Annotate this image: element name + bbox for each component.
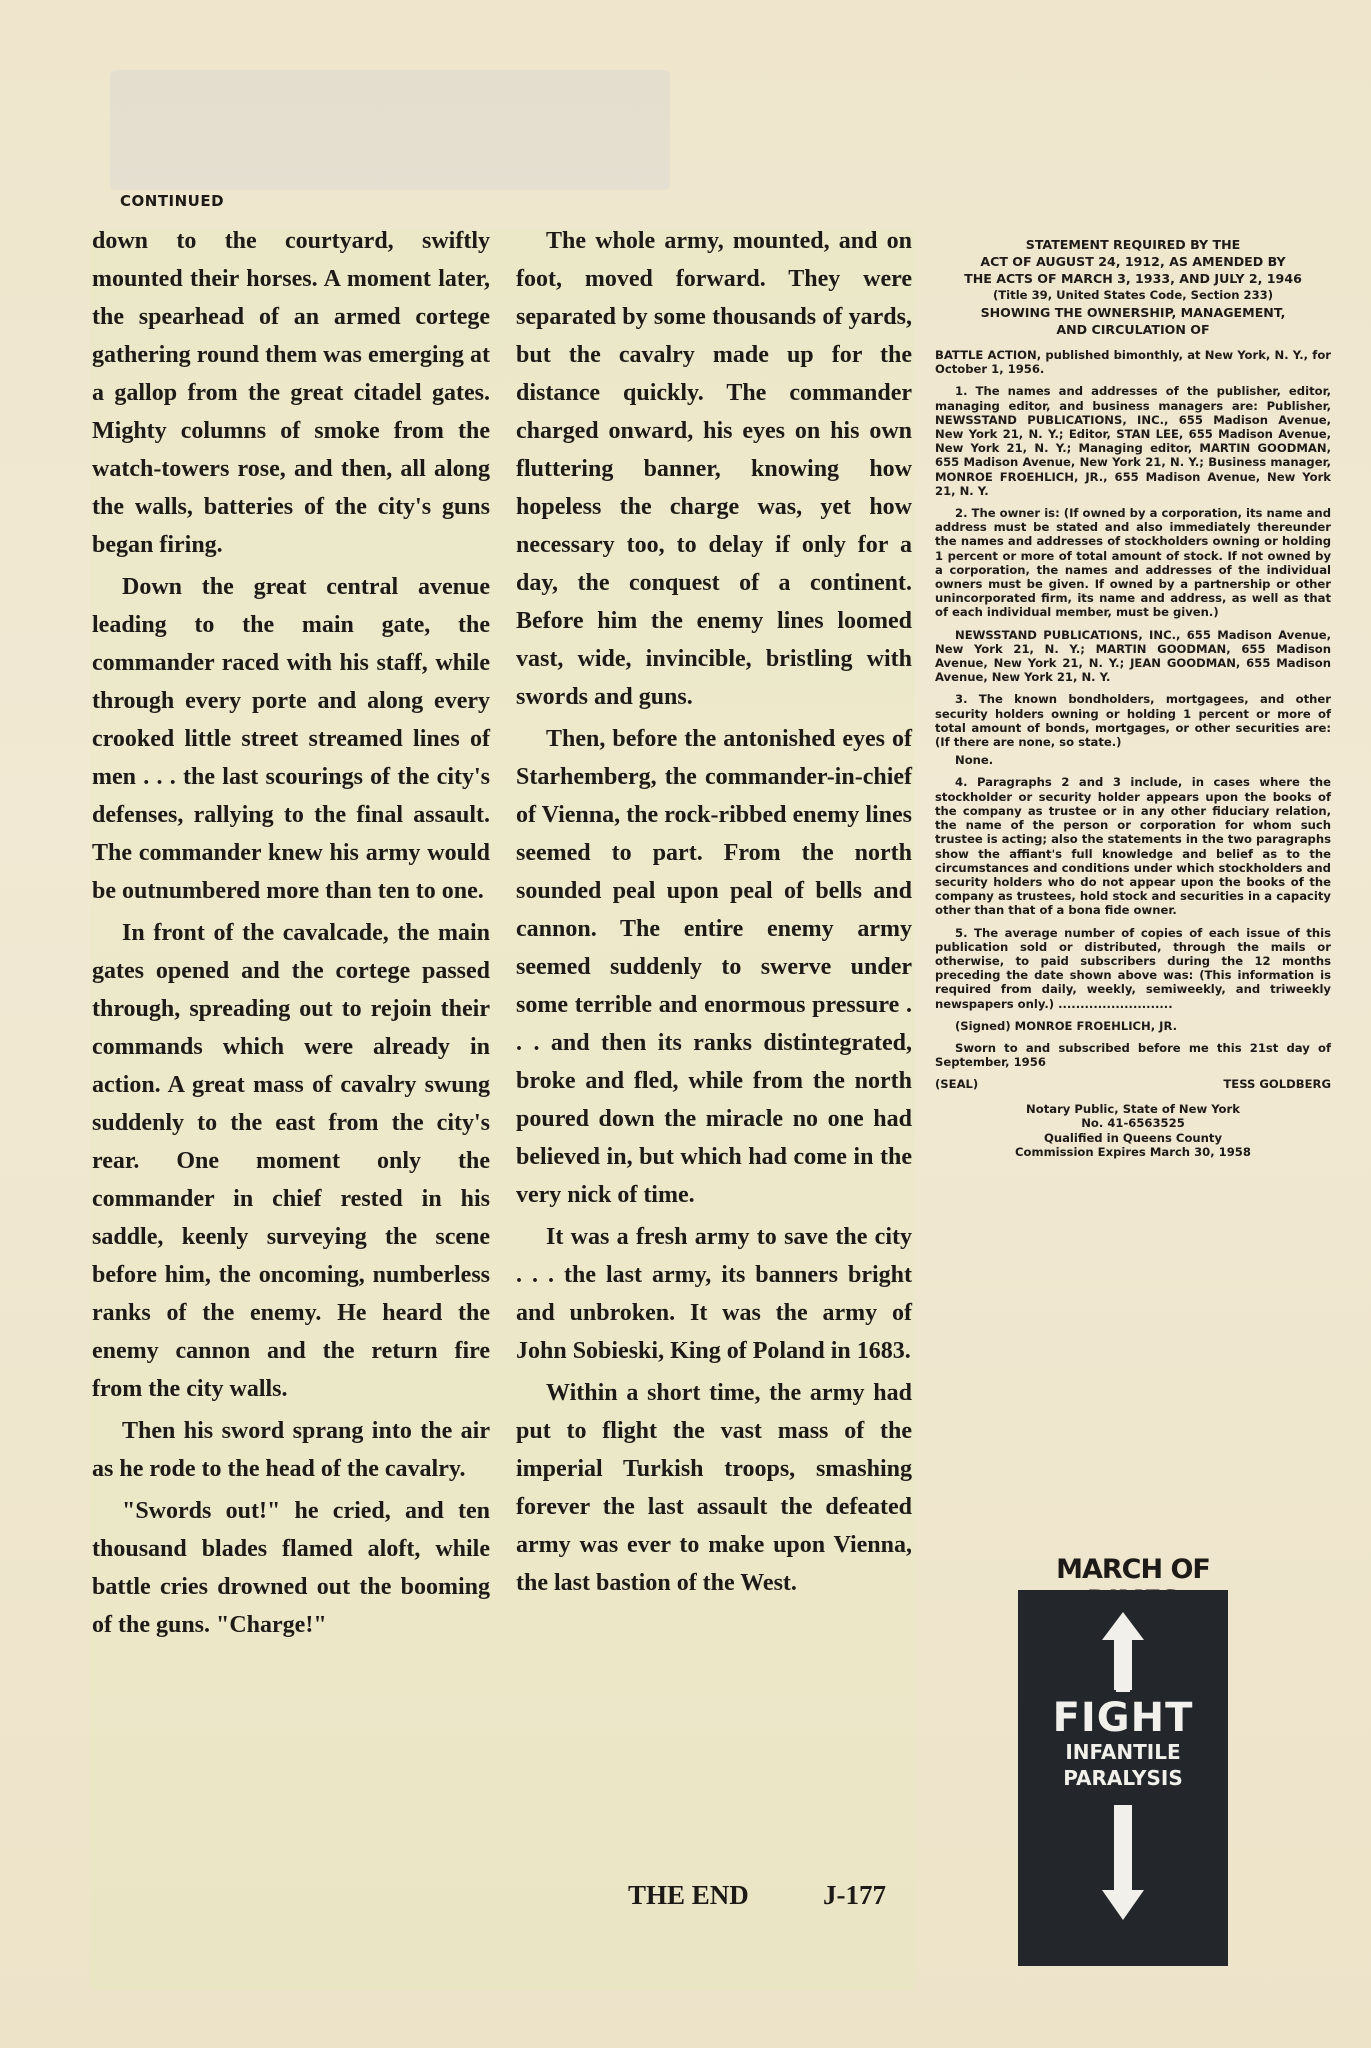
notary-line: No. 41-6563525 (1081, 1116, 1185, 1131)
story-paragraph: It was a fresh army to save the city . . . the last army, its banners bright and unbroken. It was the army of John Sobieski, King of Poland in 1683. (516, 1224, 912, 1364)
notary-name: TESS GOLDBERG (1223, 1077, 1331, 1092)
statement-paragraph: 1. The names and addresses of the publisher, editor, managing editor, and business managers are: Publisher, NEWSSTAND PUBLICATIONS, INC., 655 Madison Avenue, New York 21, N. Y.; Editor, STAN LEE, 655 Madison Avenue, New York 21, N. Y.; Managing editor, MARTIN GOODMAN, 655 Madison Avenue, New York 21, N. Y.; Business manager, MONROE FROEHLICH, JR., 655 Madison Avenue, New York 21, N. Y. (935, 384, 1331, 498)
story-paragraph: down to the courtyard, swiftly mounted their horses. A moment later, the spearhead of an armed cortege gathering round them was emerging at a gallop from the great citadel gates. Mighty columns of smoke from the watch-towers rose, and then, all along the walls, batteries of the city's guns began firing. (92, 228, 490, 558)
statement-heading: (Title 39, United States Code, Section 233) (992, 288, 1274, 302)
story-paragraph: Then, before the antonished eyes of Starhemberg, the commander-in-chief of Vienna, the rock-ribbed enemy lines seemed to part. From the north sounded peal upon peal of bells and cannon. The entire enemy army seemed suddenly to swerve under some terrible and enormous pressure . . . and then its ranks distintegrated, broke and fled, while from the north poured down the miracle no one had believed in, but which had come in the very nick of time. (516, 726, 912, 1208)
story-paragraph: The whole army, mounted, and on foot, moved forward. They were separated by some thousands of yards, but the cavalry made up for the distance quickly. The commander charged onward, his eyes on his own fluttering banner, knowing how hopeless the charge was, yet how necessary too, to delay if only for a day, the conquest of a continent. Before him the enemy lines loomed vast, wide, invincible, bristling with swords and guns. (516, 228, 912, 710)
ad-line-infantile: INFANTILE (1065, 1740, 1181, 1764)
statement-none: None. (955, 753, 994, 768)
notary-line: Qualified in Queens County (1043, 1130, 1223, 1145)
story-column-right (516, 222, 912, 1606)
story-paragraph: "Swords out!" he cried, and ten thousand blades flamed aloft, while battle cries drowned out the booming of the guns. "Charge!" (92, 1498, 490, 1638)
statement-intro: BATTLE ACTION, published bimonthly, at New York, N. Y., for October 1, 1956. (935, 348, 1331, 377)
story-paragraph: Down the great central avenue leading to the main gate, the commander raced with his staff, while through every porte and along every crooked little street streamed lines of men . . . the last scourings of the city's defenses, rallying to the final assault. The commander knew his army would be outnumbered more than ten to one. (92, 574, 490, 904)
statement-heading: THE ACTS OF MARCH 3, 1933, AND JULY 2, 1946 (964, 271, 1302, 286)
statement-heading: STATEMENT REQUIRED BY THE (1025, 237, 1241, 252)
statement-signed: (Signed) MONROE FROEHLICH, JR. (955, 1018, 1178, 1033)
statement-paragraph: NEWSSTAND PUBLICATIONS, INC., 655 Madison Avenue, New York 21, N. Y.; MARTIN GOODMAN, 655 Madison Avenue, New York 21, N. Y.; JEAN GOODMAN, 655 Madison Avenue, New York 21, N. Y. (935, 627, 1331, 685)
ad-line-paralysis: PARALYSIS (1063, 1766, 1183, 1790)
seal-label: (SEAL) (935, 1077, 979, 1092)
march-of-dimes-ad (1018, 1590, 1228, 1966)
story-paragraph: In front of the cavalcade, the main gates opened and the cortege passed through, spreading out to rejoin their commands which were already in action. A great mass of cavalry swung suddenly to the east from the city's rear. One moment only the commander in chief rested in his saddle, keenly surveying the scene before him, the oncoming, numberless ranks of the enemy. He heard the enemy cannon and the return fire from the city walls. (92, 920, 490, 1402)
the-end-label: THE END (628, 1880, 749, 1910)
seal-row (935, 1077, 1331, 1091)
story-paragraph: Then his sword sprang into the air as he rode to the head of the cavalry. (92, 1418, 490, 1482)
statement-heading: SHOWING THE OWNERSHIP, MANAGEMENT, (980, 305, 1286, 320)
continued-label: CONTINUED (120, 192, 225, 210)
statement-paragraph: 3. The known bondholders, mortgagees, and other security holders owning or holding 1 percent or more of total amount of bonds, mortgages, or other securities are: (If there are none, so state.) (935, 692, 1331, 750)
story-paragraph: Within a short time, the army had put to flight the vast mass of the imperial Turkish troops, smashing forever the last assault the defeated army was ever to make upon Vienna, the last bastion of the West. (516, 1380, 912, 1596)
statement-heading: ACT OF AUGUST 24, 1912, AS AMENDED BY (980, 254, 1286, 269)
story-column-left (92, 222, 490, 1648)
notary-line: Notary Public, State of New York (1026, 1101, 1240, 1116)
march-of-dimes-title: MARCH OF (1056, 1554, 1210, 1585)
statement-paragraph: 2. The owner is: (If owned by a corporation, its name and address must be stated and also immediately thereunder the names and addresses of stockholders owning or holding 1 percent or more of total amount of stock. If not owned by a corporation, the names and addresses of the individual owners must be given. If owned by a partnership or other unincorporated firm, its name and address, as well as that of each individual member, must be given.) (935, 506, 1331, 620)
statement-paragraph: 4. Paragraphs 2 and 3 include, in cases where the stockholder or security holder appears upon the books of the company as trustee or in any other fiduciary relation, the name of the person or corporation for whom such trustee is acting; also the statements in the two paragraphs show the affiant's full knowledge and belief as to the circumstances and conditions under which stockholders and security holders who do not appear upon the books of the company as trustees, hold stock and securities in a capacity other than that of a bona fide owner. (935, 775, 1331, 918)
statement-heading: AND CIRCULATION OF (1056, 322, 1210, 337)
show-through-ghost (110, 70, 670, 190)
ad-line-fight: FIGHT (1052, 1695, 1194, 1741)
ownership-statement (935, 236, 1331, 1160)
statement-sworn: Sworn to and subscribed before me this 21st day of September, 1956 (935, 1040, 1331, 1070)
notary-line: Commission Expires March 30, 1958 (1015, 1145, 1251, 1160)
page-code: J-177 (823, 1880, 886, 1910)
statement-paragraph: 5. The average number of copies of each issue of this publication sold or distributed, through the mails or otherwise, to paid subscribers during the 12 months preceding the date shown above was: (This information is required from daily, weekly, semiweekly, and triweekly newspapers only.) .......................... (935, 925, 1331, 1011)
